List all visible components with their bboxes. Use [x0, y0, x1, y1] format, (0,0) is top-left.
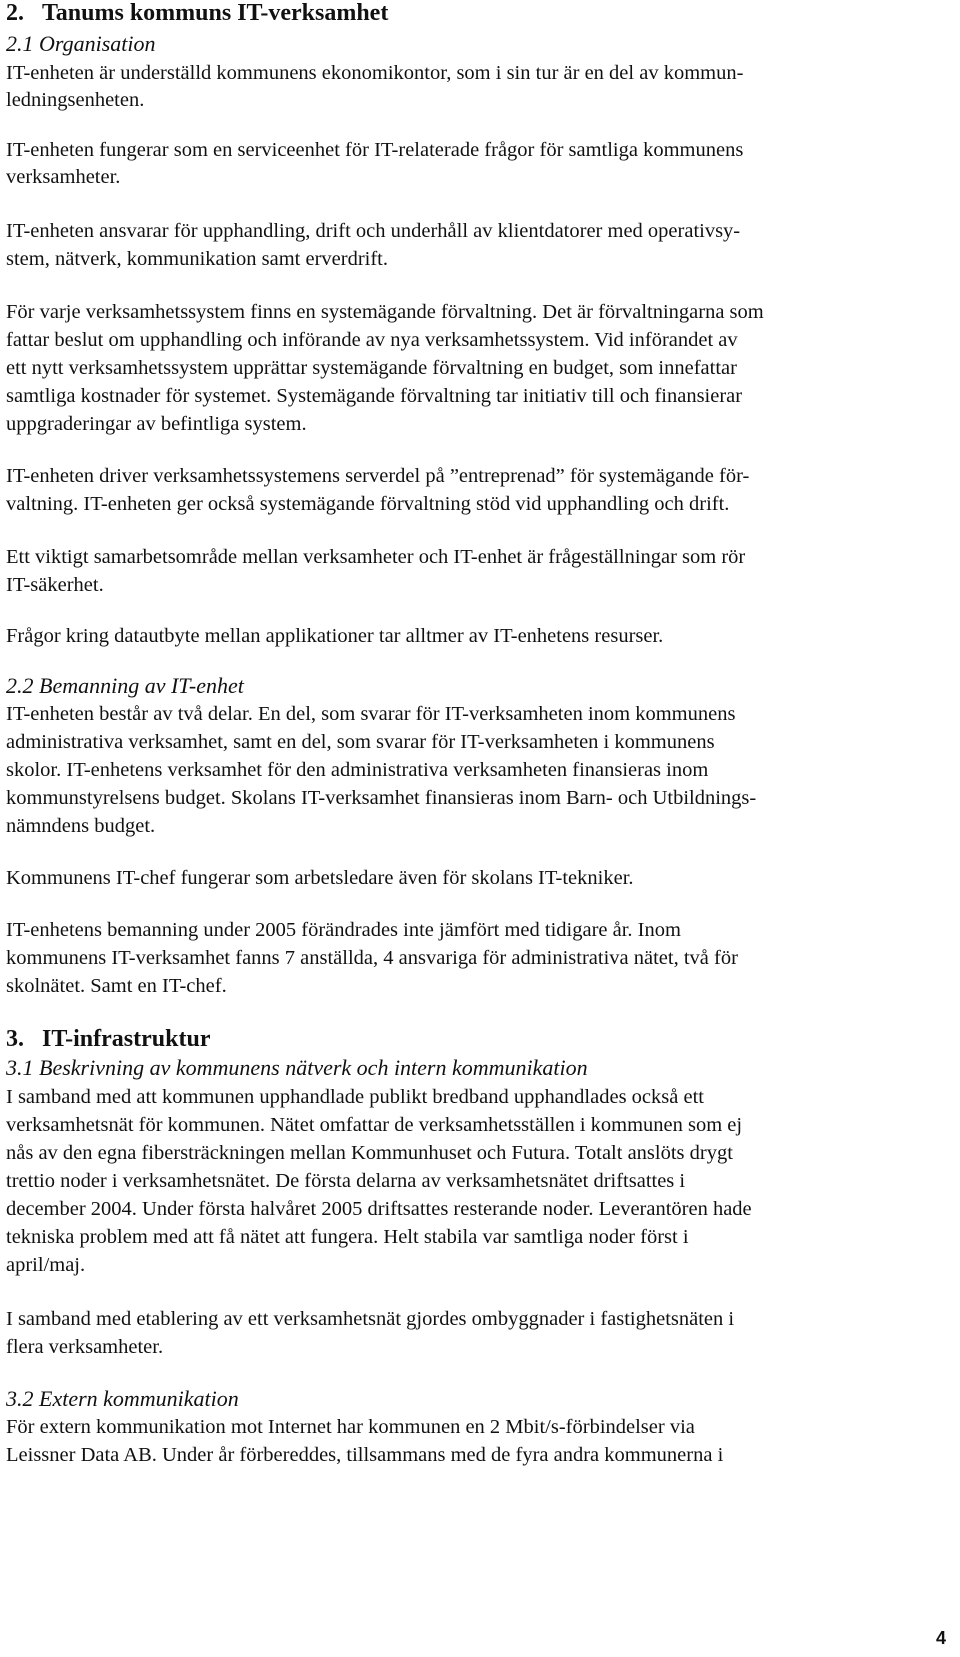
text-line: skolor. IT-enhetens verksamhet för den administrativa verksamheten finansieras inom: [6, 759, 709, 781]
text-line: IT-enhetens bemanning under 2005 förändrades inte jämfört med tidigare år. Inom: [6, 919, 681, 941]
page-number: 4: [935, 1628, 946, 1648]
text-line: april/maj.: [6, 1254, 86, 1276]
text-line: IT-säkerhet.: [6, 574, 104, 596]
text-line: I samband med etablering av ett verksamhetsnät gjordes ombyggnader i fastighetsnäten i: [6, 1308, 735, 1330]
section-number: 3.: [6, 1026, 24, 1052]
text-line: verksamhetsnät för kommunen. Nätet omfattar de verksamhetsställen i kommunen som ej: [6, 1114, 743, 1136]
text-line: stem, nätverk, kommunikation samt erverdrift.: [6, 248, 389, 270]
text-line: IT-enheten består av två delar. En del, som svarar för IT-verksamheten inom kommunens: [6, 703, 736, 725]
section-number: 2.: [6, 0, 24, 26]
text-line: skolnätet. Samt en IT-chef.: [6, 975, 227, 997]
text-line: IT-enheten är underställd kommunens ekonomikontor, som i sin tur är en del av kommun-: [6, 62, 744, 84]
text-line: verksamheter.: [6, 166, 121, 188]
text-line: ett nytt verksamhetssystem upprättar systemägande förvaltning en budget, som innefattar: [6, 357, 737, 379]
text-line: trettio noder i verksamhetsnätet. De första delarna av verksamhetsnätet driftsattes i: [6, 1170, 686, 1192]
text-line: administrativa verksamhet, samt en del, som svarar för IT-verksamheten i kommunens: [6, 731, 715, 753]
text-line: IT-enheten driver verksamhetssystemens serverdel på ”entreprenad” för systemägande för-: [6, 465, 750, 487]
text-line: IT-enheten ansvarar för upphandling, drift och underhåll av klientdatorer med operativsy-: [6, 220, 741, 242]
section-heading: [6, 1026, 210, 1052]
text-line: samtliga kostnader för systemet. Systemägande förvaltning tar initiativ till och finansierar: [6, 385, 743, 407]
text-line: Kommunens IT-chef fungerar som arbetsledare även för skolans IT-tekniker.: [6, 867, 634, 889]
text-line: kommunstyrelsens budget. Skolans IT-verksamhet finansieras inom Barn- och Utbildnings-: [6, 787, 757, 809]
text-line: I samband med att kommunen upphandlade publikt bredband upphandlades också ett: [6, 1086, 704, 1108]
text-line: Ett viktigt samarbetsområde mellan verksamheter och IT-enhet är frågeställningar som rör: [6, 546, 746, 568]
text-line: tekniska problem med att få nätet att fungera. Helt stabila var samtliga noder först i: [6, 1226, 689, 1248]
section-title: Tanums kommuns IT-verksamhet: [42, 0, 389, 26]
text-line: För varje verksamhetssystem finns en systemägande förvaltning. Det är förvaltningarna som: [6, 301, 764, 323]
text-line: nämndens budget.: [6, 815, 156, 837]
text-line: december 2004. Under första halvåret 2005 driftsattes resterande noder. Leverantören hade: [6, 1198, 752, 1220]
text-line: valtning. IT-enheten ger också systemägande förvaltning stöd vid upphandling och drift.: [6, 493, 730, 515]
subsection-title: 2.2 Bemanning av IT-enhet: [6, 673, 244, 698]
text-line: ledningsenheten.: [6, 89, 145, 111]
subsection-title: 3.1 Beskrivning av kommunens nätverk och intern kommunikation: [6, 1055, 588, 1080]
text-line: Leissner Data AB. Under år förbereddes, tillsammans med de fyra andra kommunerna i: [6, 1444, 724, 1466]
text-line: IT-enheten fungerar som en serviceenhet för IT-relaterade frågor för samtliga kommunens: [6, 139, 744, 161]
text-line: fattar beslut om upphandling och införande av nya verksamhetssystem. Vid införandet av: [6, 329, 738, 351]
subsection-title: 2.1 Organisation: [6, 31, 156, 56]
text-line: nås av den egna fibersträckningen mellan Kommunhuset och Futura. Totalt anslöts drygt: [6, 1142, 733, 1164]
text-line: kommunens IT-verksamhet fanns 7 anställda, 4 ansvariga för administrativa nätet, två för: [6, 947, 738, 969]
text-line: flera verksamheter.: [6, 1336, 164, 1358]
text-line: Frågor kring datautbyte mellan applikationer tar alltmer av IT-enhetens resurser.: [6, 625, 664, 647]
subsection-title: 3.2 Extern kommunikation: [6, 1386, 239, 1411]
section-heading: [6, 0, 388, 26]
text-line: uppgraderingar av befintliga system.: [6, 413, 307, 435]
section-title: IT-infrastruktur: [42, 1026, 211, 1052]
text-line: För extern kommunikation mot Internet har kommunen en 2 Mbit/s-förbindelser via: [6, 1416, 695, 1438]
